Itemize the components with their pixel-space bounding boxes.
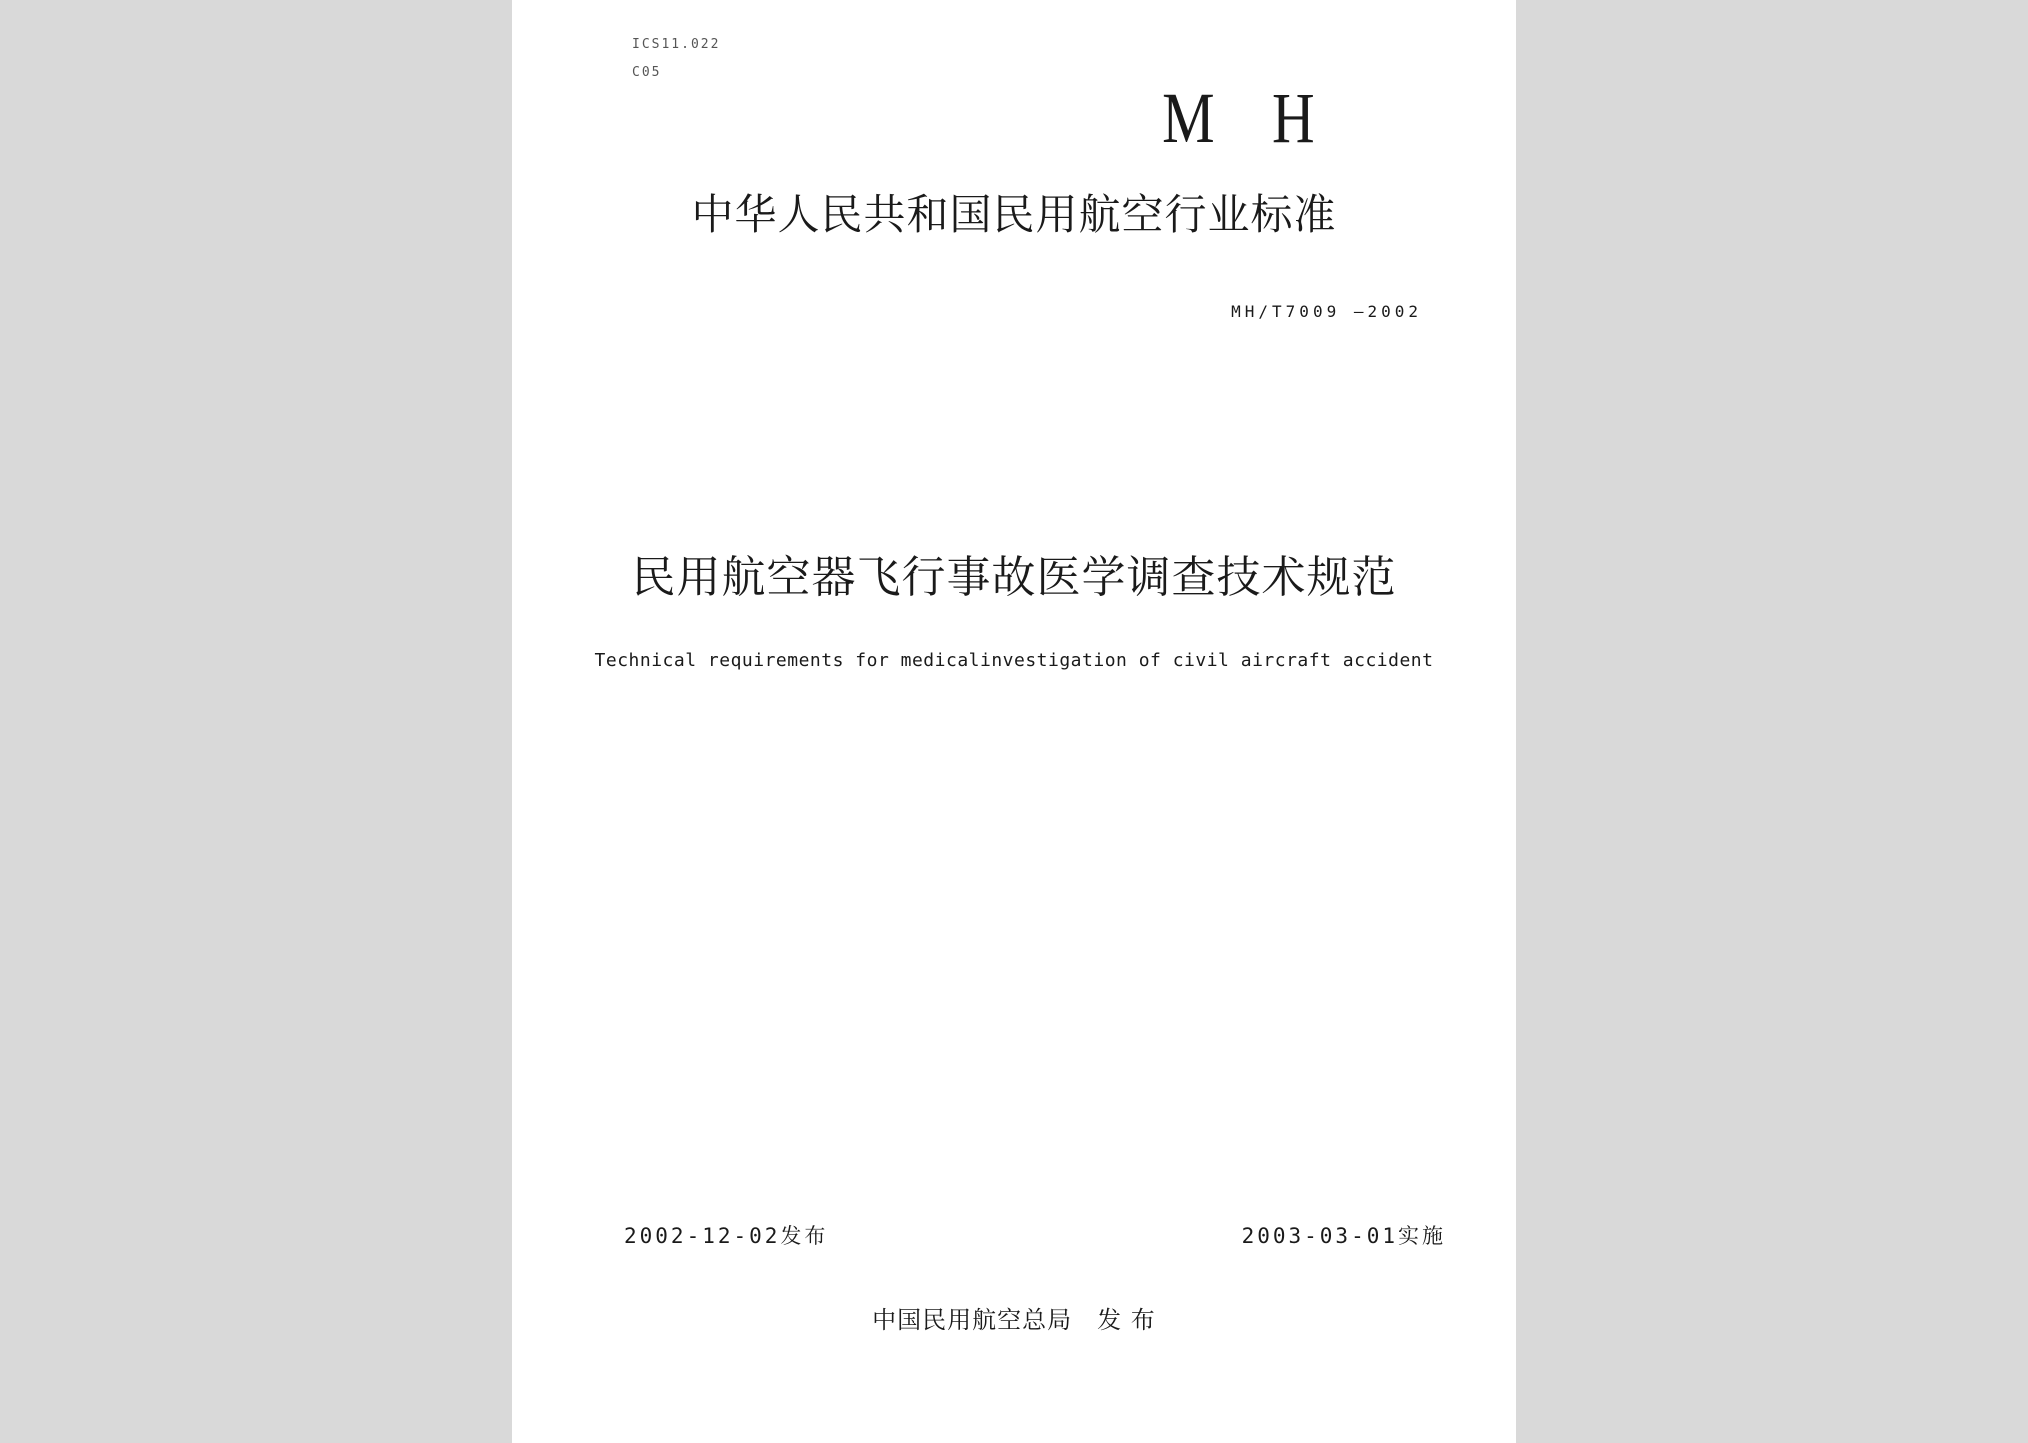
implementation-date: 2003-03-01实施 [1241,1224,1446,1248]
ccs-code: C05 [632,65,662,80]
standard-number: MH/T7009 —2002 [1231,302,1422,321]
issue-date: 2002-12-02发布 [624,1224,829,1248]
ics-code: ICS11.022 [632,37,721,52]
standard-code-mark: M H [1162,78,1336,158]
document-title-english: Technical requirements for medicalinvestigation of civil aircraft accident [594,650,1434,671]
industry-standard-heading: 中华人民共和国民用航空行业标准 [691,190,1337,239]
document-title-chinese: 民用航空器飞行事故医学调查技术规范 [631,552,1397,603]
publisher-line: 中国民用航空总局 发 布 [872,1306,1156,1334]
document-page [512,0,1516,1443]
